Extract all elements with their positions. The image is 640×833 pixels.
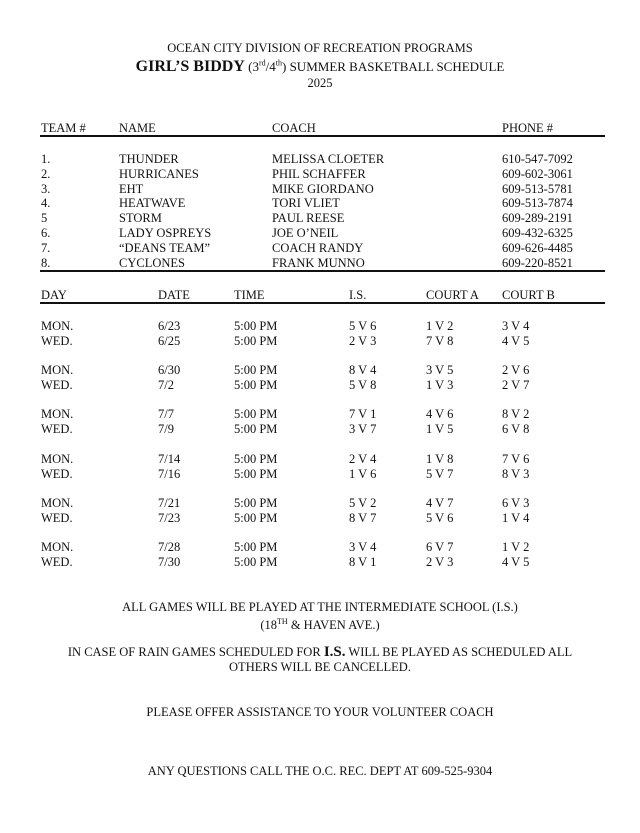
team-phone: 609-220-8521 <box>502 255 573 270</box>
team-number: 4. <box>41 196 51 211</box>
game-is-matchup: 3 V 7 <box>349 422 377 437</box>
team-phone: 609-626-4485 <box>502 240 573 255</box>
rain-note-line2: OTHERS WILL BE CANCELLED. <box>229 660 411 674</box>
schedule-header-court-a: COURT A <box>426 288 479 302</box>
game-day: MON. <box>41 319 74 333</box>
game-court-a-matchup: 2 V 3 <box>426 555 454 569</box>
teams-header-coach: COACH <box>272 121 316 135</box>
team-number: 1. <box>41 152 51 166</box>
game-court-b-matchup: 2 V 7 <box>502 378 530 393</box>
game-date: 7/28 <box>158 540 181 554</box>
schedule-header-is: I.S. <box>349 288 367 302</box>
team-number: 8. <box>41 255 51 270</box>
game-time: 5:00 PM <box>234 422 278 437</box>
team-phone: 609-513-5781 <box>502 181 573 196</box>
location-note: ALL GAMES WILL BE PLAYED AT THE INTERMEDIATE SCHOOL (I.S.) <box>122 600 518 614</box>
schedule-header-rule <box>40 302 605 304</box>
game-time: 5:00 PM <box>234 451 278 466</box>
teams-header-num: TEAM # <box>41 121 86 135</box>
location-address: (18TH & HAVEN AVE.) <box>260 617 380 633</box>
team-name: “DEANS TEAM” <box>119 240 211 255</box>
game-court-a-matchup: 5 V 6 <box>426 510 454 525</box>
game-court-a-matchup: 6 V 7 <box>426 540 454 554</box>
team-number: 6. <box>41 226 51 240</box>
teams-bottom-rule <box>40 270 605 272</box>
team-coach: MIKE GIORDANO <box>272 181 374 196</box>
game-court-b-matchup: 1 V 2 <box>502 540 530 554</box>
game-day: WED. <box>41 555 73 569</box>
game-is-matchup: 3 V 4 <box>349 540 377 554</box>
game-court-a-matchup: 7 V 8 <box>426 334 454 348</box>
game-date: 7/23 <box>158 510 181 525</box>
game-date: 7/9 <box>158 422 174 437</box>
game-date: 6/25 <box>158 334 181 348</box>
team-name: CYCLONES <box>119 255 185 270</box>
game-time: 5:00 PM <box>234 466 278 481</box>
game-is-matchup: 8 V 7 <box>349 510 377 525</box>
team-phone: 610-547-7092 <box>502 152 573 166</box>
team-coach: TORI VLIET <box>272 196 340 211</box>
team-coach: JOE O’NEIL <box>272 226 339 240</box>
schedule-header-day: DAY <box>41 288 67 302</box>
game-court-a-matchup: 4 V 6 <box>426 407 454 422</box>
game-court-b-matchup: 8 V 3 <box>502 466 530 481</box>
game-court-a-matchup: 5 V 7 <box>426 466 454 481</box>
game-day: WED. <box>41 334 73 348</box>
game-date: 6/23 <box>158 319 181 333</box>
game-day: MON. <box>41 495 74 510</box>
game-is-matchup: 5 V 6 <box>349 319 377 333</box>
game-time: 5:00 PM <box>234 540 278 554</box>
game-time: 5:00 PM <box>234 407 278 422</box>
game-is-matchup: 8 V 1 <box>349 555 377 569</box>
game-day: MON. <box>41 407 74 422</box>
game-court-a-matchup: 1 V 5 <box>426 422 454 437</box>
game-day: WED. <box>41 422 73 437</box>
game-is-matchup: 2 V 4 <box>349 451 377 466</box>
team-name: HURRICANES <box>119 166 199 181</box>
game-is-matchup: 2 V 3 <box>349 334 377 348</box>
game-is-matchup: 1 V 6 <box>349 466 377 481</box>
team-name: HEATWAVE <box>119 196 186 211</box>
game-time: 5:00 PM <box>234 555 278 569</box>
game-court-a-matchup: 1 V 3 <box>426 378 454 393</box>
game-court-a-matchup: 1 V 2 <box>426 319 454 333</box>
game-date: 7/30 <box>158 555 181 569</box>
team-phone: 609-289-2191 <box>502 211 573 226</box>
team-coach: FRANK MUNNO <box>272 255 365 270</box>
schedule-header-time: TIME <box>234 288 265 302</box>
game-time: 5:00 PM <box>234 363 278 378</box>
game-is-matchup: 8 V 4 <box>349 363 377 378</box>
team-name: EHT <box>119 181 144 196</box>
team-name: LADY OSPREYS <box>119 226 212 240</box>
schedule-header-court-b: COURT B <box>502 288 555 302</box>
game-is-matchup: 5 V 2 <box>349 495 377 510</box>
game-is-matchup: 7 V 1 <box>349 407 377 422</box>
game-day: WED. <box>41 510 73 525</box>
game-date: 7/14 <box>158 451 181 466</box>
game-court-b-matchup: 4 V 5 <box>502 555 530 569</box>
team-coach: COACH RANDY <box>272 240 364 255</box>
program-name: GIRL’S BIDDY <box>135 58 245 75</box>
game-time: 5:00 PM <box>234 319 278 333</box>
team-coach: PAUL REESE <box>272 211 345 226</box>
schedule-year: 2025 <box>307 76 333 90</box>
questions-note: ANY QUESTIONS CALL THE O.C. REC. DEPT AT 609-525-9304 <box>147 764 493 778</box>
org-title: OCEAN CITY DIVISION OF RECREATION PROGRAMS <box>167 41 473 55</box>
game-court-b-matchup: 8 V 2 <box>502 407 530 422</box>
game-date: 7/7 <box>158 407 174 422</box>
team-number: 3. <box>41 181 51 196</box>
team-name: THUNDER <box>119 152 179 166</box>
team-number: 7. <box>41 240 51 255</box>
team-coach: PHIL SCHAFFER <box>272 166 366 181</box>
game-date: 6/30 <box>158 363 181 378</box>
team-phone: 609-602-3061 <box>502 166 573 181</box>
game-day: MON. <box>41 451 74 466</box>
game-court-b-matchup: 4 V 5 <box>502 334 530 348</box>
game-court-a-matchup: 4 V 7 <box>426 495 454 510</box>
game-day: WED. <box>41 466 73 481</box>
game-is-matchup: 5 V 8 <box>349 378 377 393</box>
game-court-a-matchup: 1 V 8 <box>426 451 454 466</box>
assistance-note: PLEASE OFFER ASSISTANCE TO YOUR VOLUNTEER COACH <box>146 705 494 719</box>
schedule-header-date: DATE <box>158 288 190 302</box>
game-day: MON. <box>41 363 74 378</box>
team-number: 2. <box>41 166 51 181</box>
game-date: 7/21 <box>158 495 181 510</box>
game-date: 7/16 <box>158 466 181 481</box>
game-court-a-matchup: 3 V 5 <box>426 363 454 378</box>
schedule-title: GIRL’S BIDDY (3rd/4th) SUMMER BASKETBALL SCHEDULE <box>135 58 505 75</box>
game-time: 5:00 PM <box>234 378 278 393</box>
game-time: 5:00 PM <box>234 495 278 510</box>
rain-note: IN CASE OF RAIN GAMES SCHEDULED FOR I.S. WILL BE PLAYED AS SCHEDULED ALL <box>67 644 573 660</box>
game-court-b-matchup: 2 V 6 <box>502 363 530 378</box>
game-court-b-matchup: 6 V 3 <box>502 495 530 510</box>
game-court-b-matchup: 7 V 6 <box>502 451 530 466</box>
game-day: WED. <box>41 378 73 393</box>
teams-header-rule <box>40 135 605 137</box>
teams-header-name: NAME <box>119 121 156 135</box>
team-name: STORM <box>119 211 162 226</box>
team-phone: 609-432-6325 <box>502 226 573 240</box>
game-time: 5:00 PM <box>234 510 278 525</box>
game-time: 5:00 PM <box>234 334 278 348</box>
game-court-b-matchup: 3 V 4 <box>502 319 530 333</box>
team-coach: MELISSA CLOETER <box>272 152 385 166</box>
game-day: MON. <box>41 540 74 554</box>
game-court-b-matchup: 6 V 8 <box>502 422 530 437</box>
team-phone: 609-513-7874 <box>502 196 573 211</box>
teams-header-phone: PHONE # <box>502 121 554 135</box>
team-number: 5 <box>41 211 48 226</box>
game-date: 7/2 <box>158 378 174 393</box>
game-court-b-matchup: 1 V 4 <box>502 510 530 525</box>
